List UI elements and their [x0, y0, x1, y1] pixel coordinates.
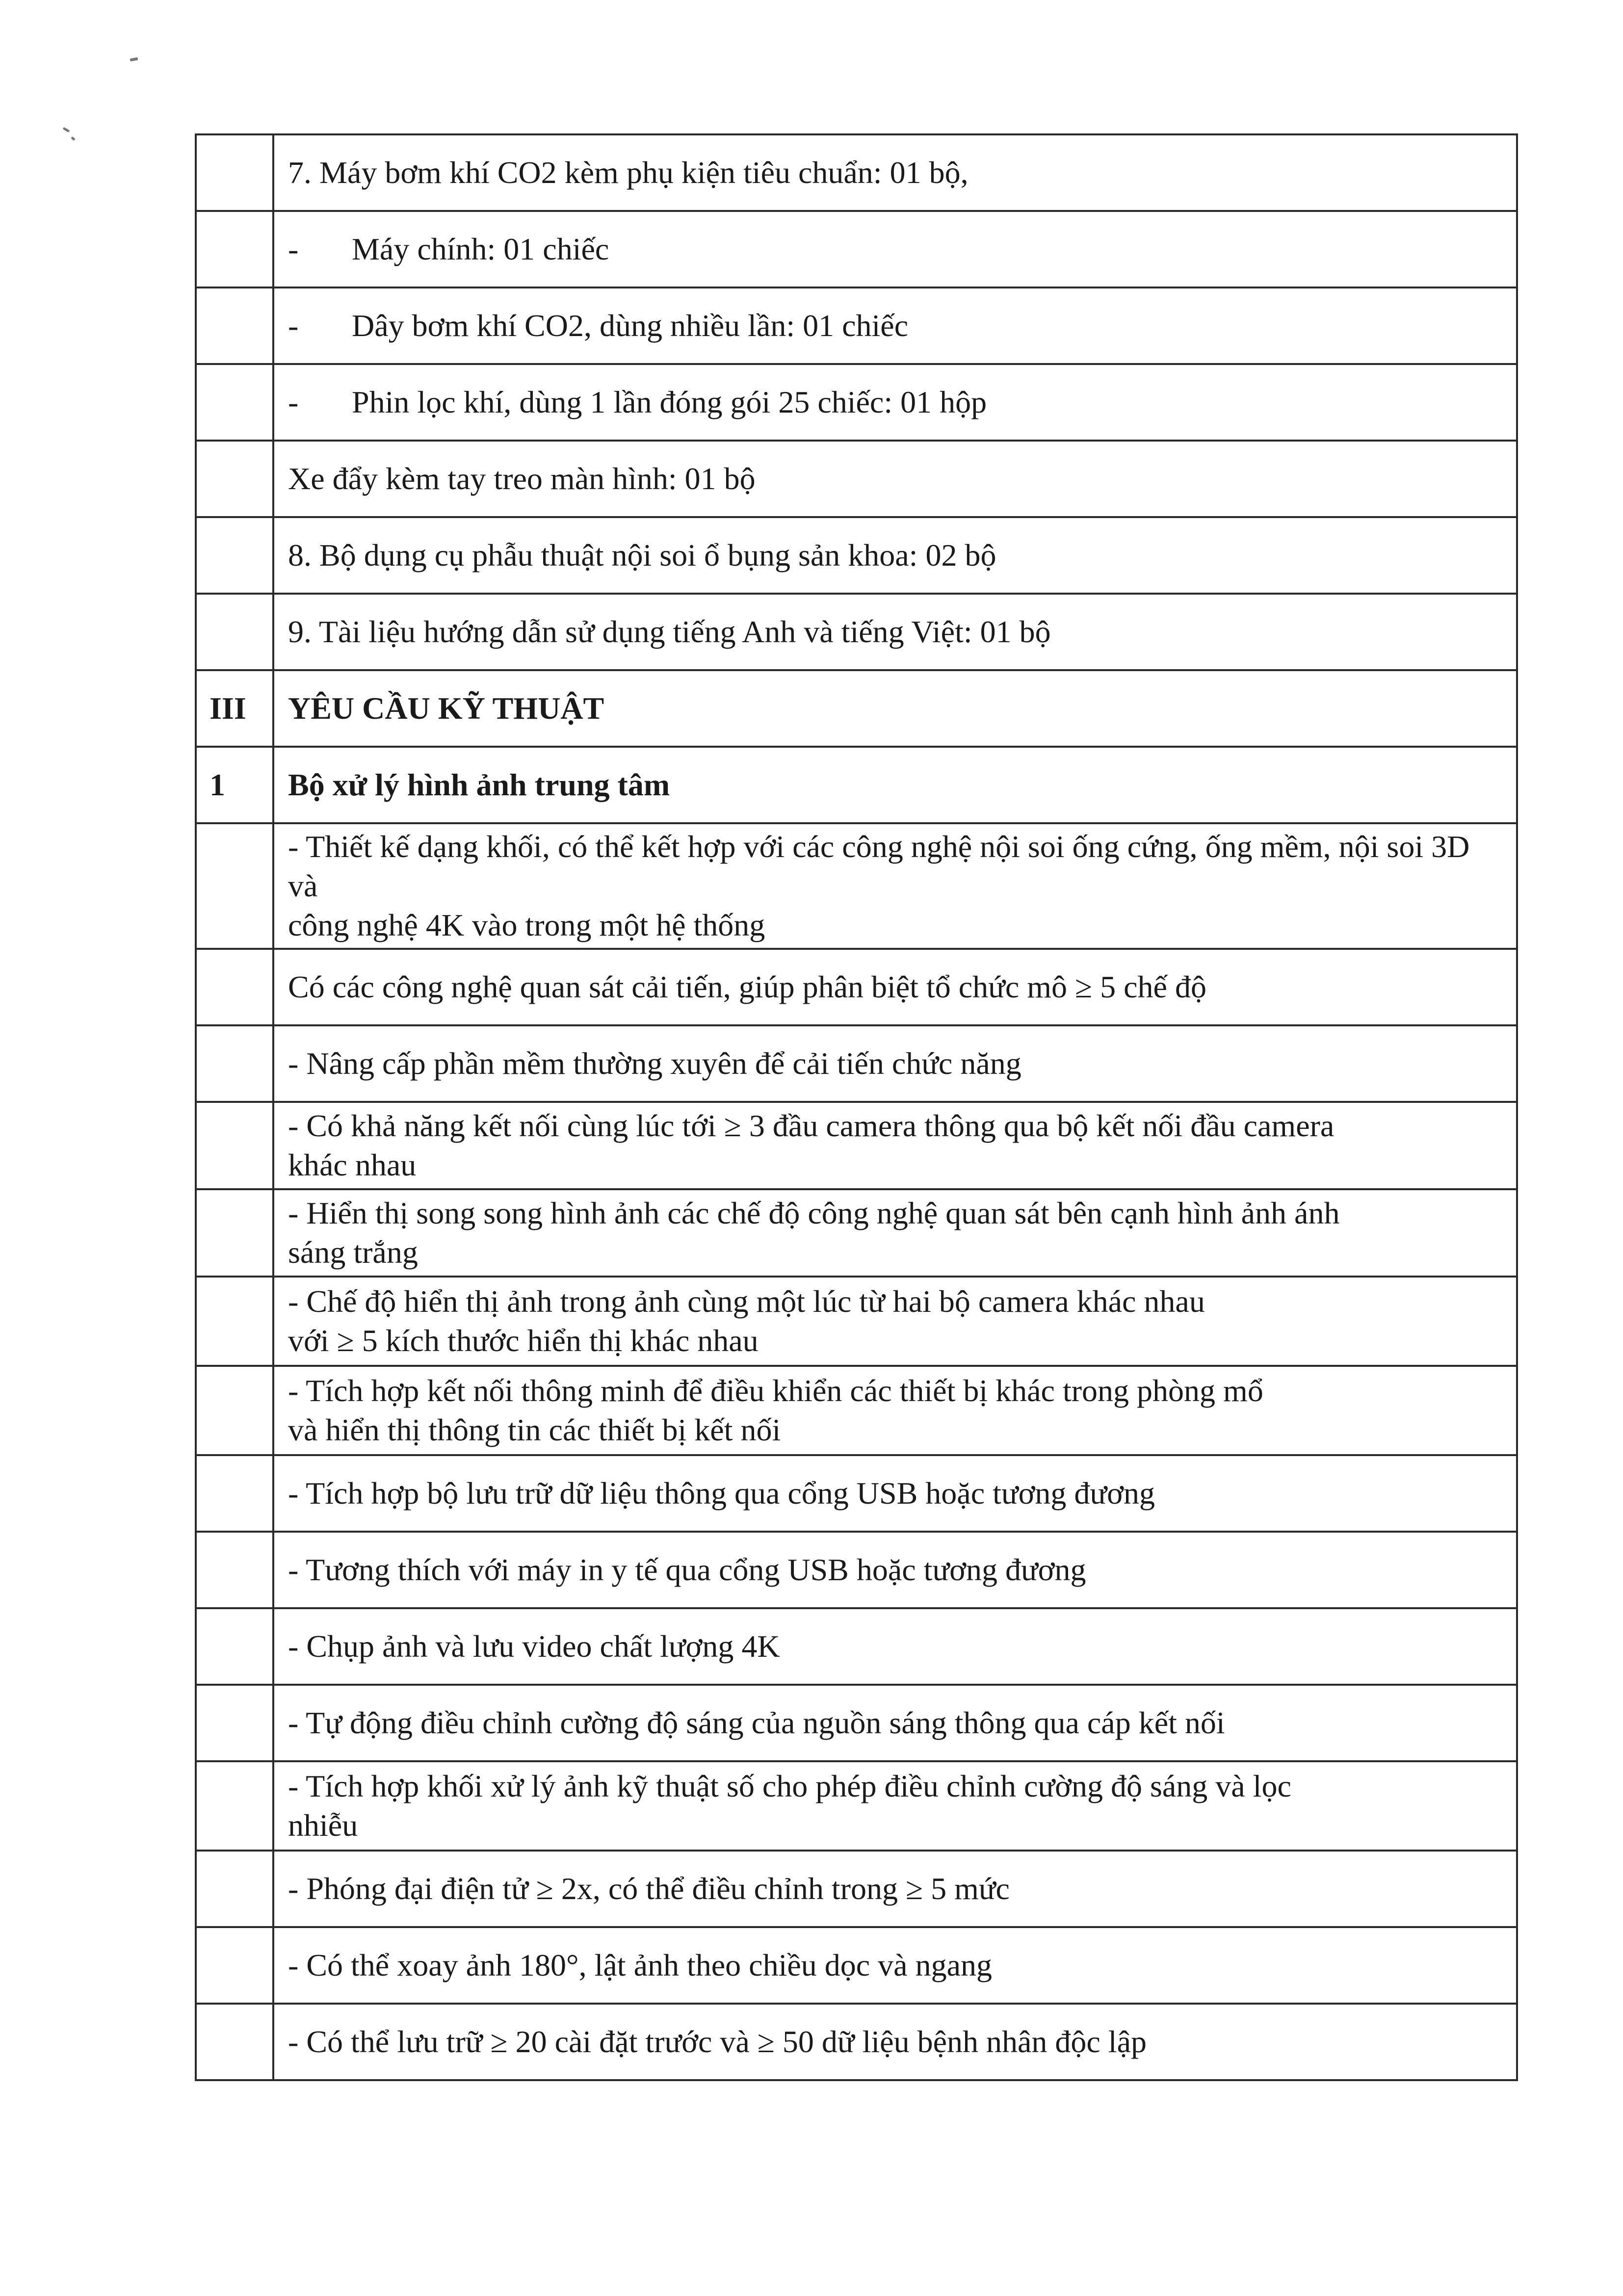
- content-text: - Chụp ảnh và lưu video chất lượng 4K: [288, 1629, 780, 1664]
- content-line: công nghệ 4K vào trong một hệ thống: [288, 908, 765, 942]
- content-text: - Tích hợp bộ lưu trữ dữ liệu thông qua cổng USB hoặc tương đương: [288, 1476, 1155, 1511]
- table-row: [196, 1025, 1517, 1102]
- row-content-cell: [273, 211, 1517, 287]
- row-number-cell: [196, 1532, 273, 1608]
- row-content-cell: [273, 517, 1517, 594]
- table-row: [196, 670, 1517, 747]
- table-row: [196, 1851, 1517, 1927]
- scan-speck: [130, 57, 138, 62]
- content-text: Bộ xử lý hình ảnh trung tâm: [288, 767, 670, 802]
- content-line: - Hiển thị song song hình ảnh các chế độ công nghệ quan sát bên cạnh hình ảnh ánh: [288, 1196, 1340, 1230]
- table-row: [196, 1685, 1517, 1761]
- scan-speck: [71, 136, 75, 141]
- scan-speck: [63, 127, 70, 132]
- table-row: [196, 823, 1517, 949]
- row-number-cell: [196, 1025, 273, 1102]
- content-text: Máy chính: 01 chiếc: [352, 232, 609, 266]
- row-number-cell: [196, 1189, 273, 1277]
- row-content-cell: [273, 287, 1517, 364]
- row-number-cell: 1: [196, 747, 273, 823]
- content-text: - Tự động điều chỉnh cường độ sáng của nguồn sáng thông qua cáp kết nối: [288, 1705, 1225, 1740]
- content-text: 9. Tài liệu hướng dẫn sử dụng tiếng Anh và tiếng Việt: 01 bộ: [288, 614, 1051, 649]
- content-text: - Tương thích với máy in y tế qua cổng USB hoặc tương đương: [288, 1552, 1086, 1587]
- content-text: YÊU CẦU KỸ THUẬT: [288, 691, 604, 726]
- content-line: - Thiết kế dạng khối, có thể kết hợp với các công nghệ nội soi ống cứng, ống mềm, nội soi 3D và: [288, 829, 1470, 903]
- row-content-cell: [273, 1927, 1517, 2004]
- row-number-cell: [196, 441, 273, 517]
- table-row: [196, 1102, 1517, 1189]
- row-number-cell: [196, 594, 273, 670]
- row-number-cell: [196, 287, 273, 364]
- row-content-cell: [273, 1532, 1517, 1608]
- row-content-cell: [273, 1102, 1517, 1189]
- bullet-dash: -: [288, 385, 299, 419]
- content-line: nhiễu: [288, 1808, 358, 1843]
- row-number-cell: [196, 211, 273, 287]
- table-row: [196, 594, 1517, 670]
- content-line: - Tích hợp khối xử lý ảnh kỹ thuật số cho phép điều chỉnh cường độ sáng và lọc: [288, 1769, 1291, 1803]
- content-text: - Có thể xoay ảnh 180°, lật ảnh theo chiều dọc và ngang: [288, 1948, 992, 1983]
- row-content-cell: [273, 1455, 1517, 1532]
- row-number-cell: [196, 2004, 273, 2080]
- table-row: [196, 1366, 1517, 1455]
- row-content-cell: [273, 1608, 1517, 1685]
- table-row: [196, 949, 1517, 1025]
- bullet-dash: -: [288, 308, 299, 343]
- content-text: Có các công nghệ quan sát cải tiến, giúp phân biệt tổ chức mô ≥ 5 chế độ: [288, 969, 1206, 1004]
- content-text: Xe đẩy kèm tay treo màn hình: 01 bộ: [288, 461, 756, 496]
- content-text: - Có thể lưu trữ ≥ 20 cài đặt trước và ≥ 50 dữ liệu bệnh nhân độc lập: [288, 2024, 1147, 2059]
- row-content-cell: [273, 134, 1517, 211]
- table-row: [196, 1455, 1517, 1532]
- row-number-cell: [196, 1366, 273, 1455]
- row-number-cell: [196, 949, 273, 1025]
- bullet-dash: -: [288, 232, 299, 266]
- content-line: - Có khả năng kết nối cùng lúc tới ≥ 3 đầu camera thông qua bộ kết nối đầu camera: [288, 1108, 1335, 1143]
- content-text: - Nâng cấp phần mềm thường xuyên để cải tiến chức năng: [288, 1046, 1021, 1081]
- row-content-cell: [273, 747, 1517, 823]
- table-row: [196, 134, 1517, 211]
- content-text: 8. Bộ dụng cụ phẫu thuật nội soi ổ bụng sản khoa: 02 bộ: [288, 538, 996, 573]
- table-row: [196, 1277, 1517, 1366]
- row-number-cell: [196, 517, 273, 594]
- row-content-cell: [273, 1189, 1517, 1277]
- row-content-cell: [273, 1277, 1517, 1366]
- table-row: [196, 364, 1517, 441]
- row-content-cell: [273, 1025, 1517, 1102]
- content-text: - Phóng đại điện tử ≥ 2x, có thể điều chỉnh trong ≥ 5 mức: [288, 1871, 1010, 1906]
- row-content-cell: [273, 670, 1517, 747]
- table-row: [196, 441, 1517, 517]
- content-line: với ≥ 5 kích thước hiển thị khác nhau: [288, 1323, 759, 1358]
- table-row: [196, 1608, 1517, 1685]
- row-content-cell: [273, 2004, 1517, 2080]
- row-number-cell: [196, 1685, 273, 1761]
- row-content-cell: [273, 1366, 1517, 1455]
- row-number-cell: III: [196, 670, 273, 747]
- row-content-cell: [273, 823, 1517, 949]
- row-number-cell: [196, 1277, 273, 1366]
- content-line: sáng trắng: [288, 1235, 418, 1270]
- row-number-cell: [196, 1608, 273, 1685]
- table-row: [196, 747, 1517, 823]
- content-text: Phin lọc khí, dùng 1 lần đóng gói 25 chiếc: 01 hộp: [352, 385, 987, 419]
- table-row: [196, 1761, 1517, 1851]
- content-line: khác nhau: [288, 1148, 417, 1182]
- content-line: và hiển thị thông tin các thiết bị kết nối: [288, 1412, 781, 1447]
- table-row: [196, 1927, 1517, 2004]
- row-number-cell: [196, 1102, 273, 1189]
- table-row: [196, 2004, 1517, 2080]
- content-line: - Tích hợp kết nối thông minh để điều khiển các thiết bị khác trong phòng mổ: [288, 1373, 1263, 1408]
- row-content-cell: [273, 441, 1517, 517]
- row-number-cell: [196, 134, 273, 211]
- content-text: Dây bơm khí CO2, dùng nhiều lần: 01 chiếc: [352, 308, 909, 343]
- table-row: [196, 517, 1517, 594]
- table-row: [196, 1189, 1517, 1277]
- row-number-cell: [196, 1455, 273, 1532]
- row-number-cell: [196, 823, 273, 949]
- row-content-cell: [273, 949, 1517, 1025]
- row-content-cell: [273, 1851, 1517, 1927]
- row-number-cell: [196, 1761, 273, 1851]
- row-content-cell: [273, 364, 1517, 441]
- row-content-cell: [273, 1761, 1517, 1851]
- row-number-cell: [196, 364, 273, 441]
- table-row: [196, 211, 1517, 287]
- table-row: [196, 287, 1517, 364]
- row-content-cell: [273, 1685, 1517, 1761]
- row-number-cell: [196, 1927, 273, 2004]
- row-number-cell: [196, 1851, 273, 1927]
- row-content-cell: [273, 594, 1517, 670]
- table-row: [196, 1532, 1517, 1608]
- content-text: 7. Máy bơm khí CO2 kèm phụ kiện tiêu chuẩn: 01 bộ,: [288, 155, 969, 190]
- content-line: - Chế độ hiển thị ảnh trong ảnh cùng một lúc từ hai bộ camera khác nhau: [288, 1284, 1205, 1319]
- specification-table: [195, 133, 1518, 2081]
